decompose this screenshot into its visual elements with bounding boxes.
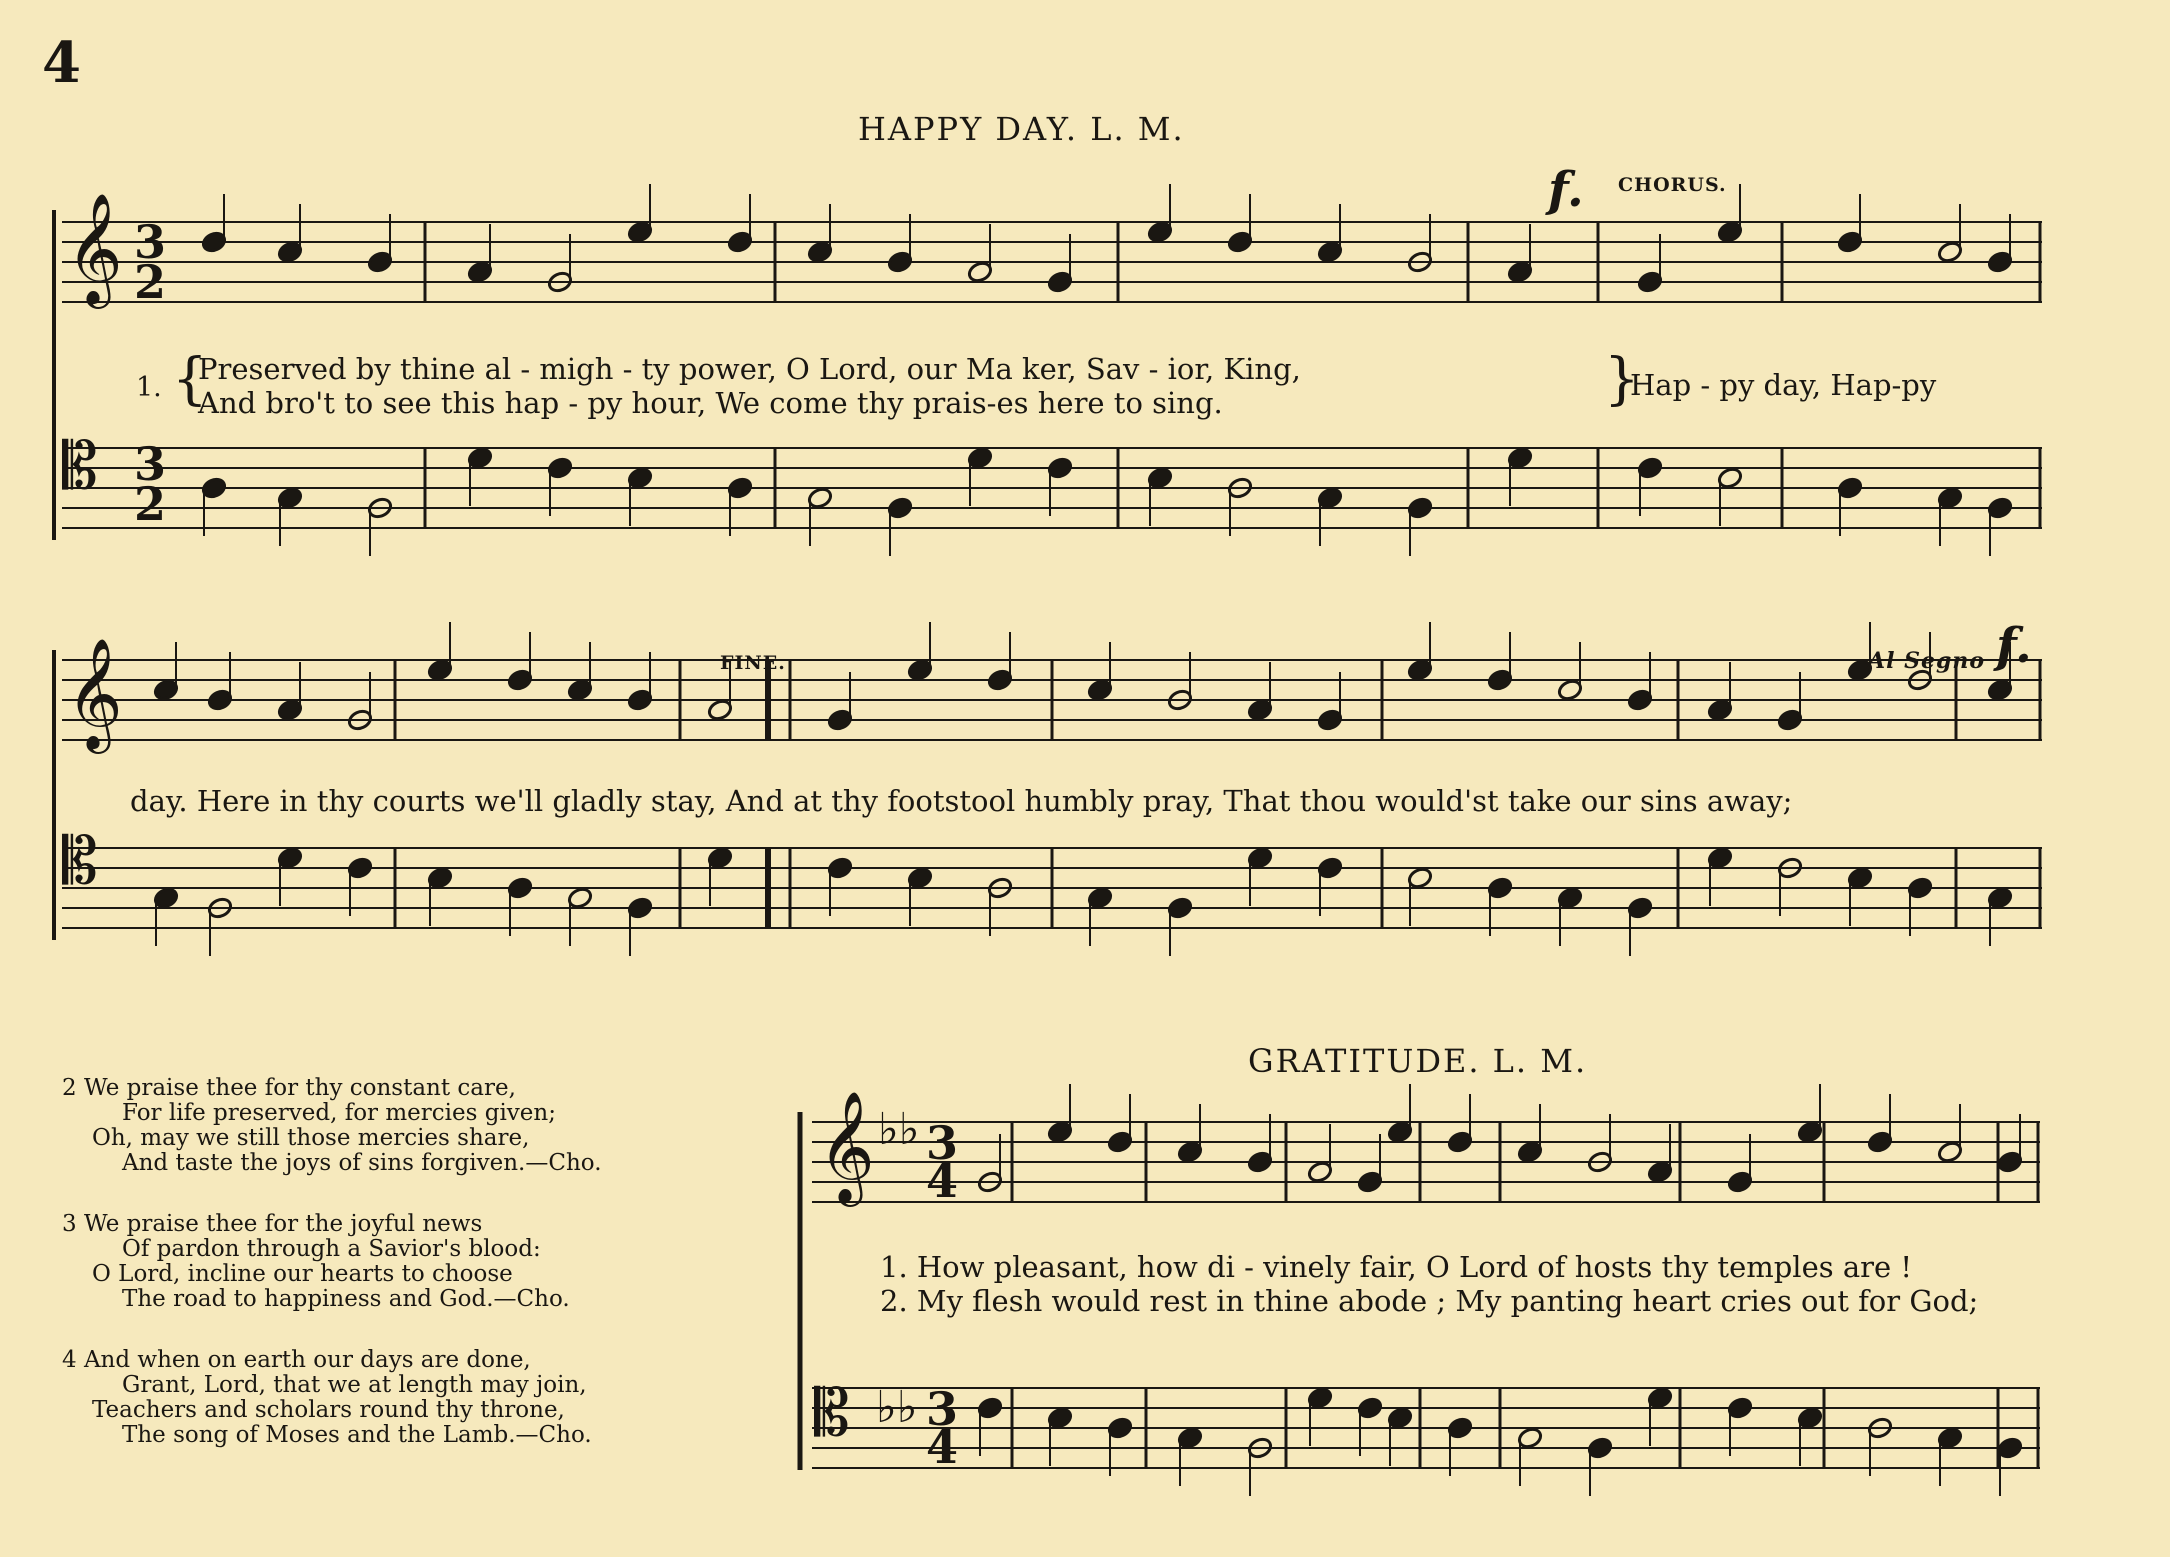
dynamic-forte: f. [1996, 618, 2032, 674]
brace-right: } [1604, 347, 1640, 412]
lyrics-line-2: And bro't to see this hap - py hour, We come thy prais-es here to sing. [198, 386, 1223, 420]
verse-line: 2 We praise thee for thy constant care, [62, 1075, 516, 1101]
verse-line: Oh, may we still those mercies share, [92, 1125, 530, 1151]
alto-clef-icon: 𝄡 [814, 1377, 850, 1451]
verse-line: Grant, Lord, that we at length may join, [122, 1372, 587, 1398]
key-signature-flats: ♭♭ [878, 1104, 920, 1155]
lyrics-line-1: Preserved by thine al - migh - ty power, O Lord, our Ma ker, Sav - ior, King, [198, 352, 1301, 386]
verse-line: For life preserved, for mercies given; [122, 1100, 556, 1126]
verse-line: Of pardon through a Savior's blood: [122, 1236, 541, 1262]
verse-number: 1. [136, 372, 162, 403]
verse-2 [62, 1076, 762, 1176]
page-number: 4 [42, 30, 81, 96]
verse-line: O Lord, incline our hearts to choose [92, 1261, 513, 1287]
verse-line: Teachers and scholars round thy throne, [92, 1397, 565, 1423]
gratitude-lyrics-1: 1. How pleasant, how di - vinely fair, O Lord of hosts thy temples are ! [880, 1250, 1913, 1284]
lyrics-system-2: day. Here in thy courts we'll gladly stay, And at thy footstool humbly pray, That thou would'st take our sins away; [130, 784, 1793, 818]
hymn-title-happy-day: HAPPY DAY. L. M. [858, 110, 1185, 148]
verse-line: 4 And when on earth our days are done, [62, 1347, 531, 1373]
alto-clef-icon: 𝄡 [62, 825, 98, 899]
verse-line: The road to happiness and God.—Cho. [122, 1286, 570, 1312]
al-segno-label: Al Segno [1868, 648, 1986, 674]
treble-clef-icon: 𝄞 [66, 637, 123, 749]
treble-clef-icon: 𝄞 [66, 192, 123, 304]
key-signature-flats: ♭♭ [876, 1382, 918, 1433]
brace-left: { [172, 347, 208, 412]
fine-label: FINE. [720, 652, 786, 674]
alto-clef-icon: 𝄡 [62, 430, 98, 504]
gratitude-lyrics-2: 2. My flesh would rest in thine abode ; My panting heart cries out for God; [880, 1284, 1979, 1318]
verse-3 [62, 1212, 762, 1312]
dynamic-forte: f. [1548, 162, 1584, 218]
time-signature-bass: 3 4 [926, 1382, 959, 1474]
time-signature-treble: 3 2 [134, 215, 167, 309]
hymn-title-gratitude: GRATITUDE. L. M. [1248, 1042, 1588, 1080]
time-signature-bass: 3 2 [134, 437, 167, 531]
verse-4 [62, 1348, 762, 1448]
verse-line: And taste the joys of sins forgiven.—Cho. [122, 1150, 602, 1176]
time-signature-treble: 3 4 [926, 1116, 959, 1208]
verse-line: The song of Moses and the Lamb.—Cho. [122, 1422, 592, 1448]
treble-clef-icon: 𝄞 [818, 1090, 875, 1202]
chorus-lyrics: Hap - py day, Hap-py [1630, 368, 1937, 402]
additional-verses [62, 1076, 762, 1484]
chorus-label: CHORUS. [1618, 174, 1727, 196]
verse-line: 3 We praise thee for the joyful news [62, 1211, 483, 1237]
